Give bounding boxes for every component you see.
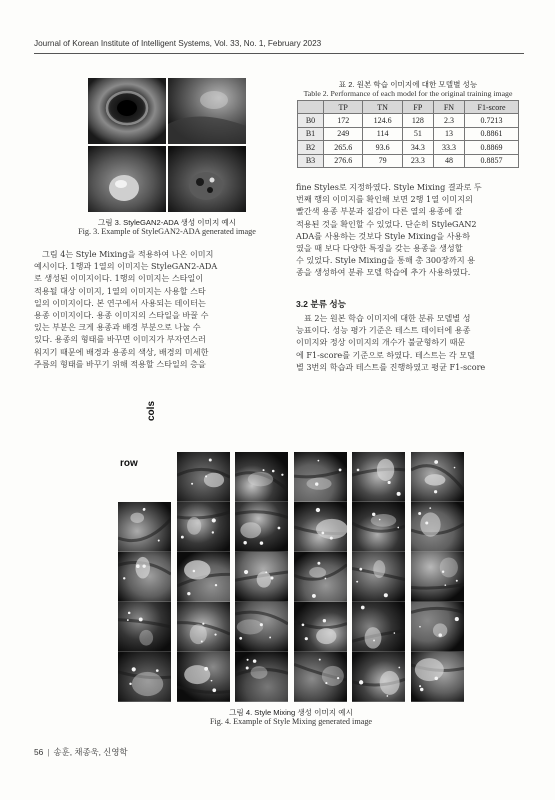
table-cell: 0.8857 <box>465 154 519 167</box>
endoscopy-image <box>294 502 347 552</box>
footer-authors: 송훈, 채종욱, 신영학 <box>53 747 128 757</box>
fig4-image-r4-c4 <box>294 602 347 652</box>
fig4-image-r4-c1 <box>118 602 171 652</box>
text-line: 표 2는 원본 학습 이미지에 대한 분류 모델별 성 <box>304 313 471 323</box>
endoscopy-image <box>352 502 405 552</box>
fig4-image-r3-c6 <box>411 552 464 602</box>
text-line: 빨간색 용종 부분과 질감이 다른 열의 용종에 잘 <box>296 206 463 217</box>
section-title: 3.2 분류 성능 <box>296 299 346 309</box>
endoscopy-image <box>235 452 288 502</box>
text-line: 종을 생성하여 분류 모델 학습에 추가 사용하였다. <box>296 267 471 278</box>
table-cell: 265.6 <box>324 141 363 154</box>
endoscopy-image <box>235 602 288 652</box>
table-cell: 114 <box>363 127 402 140</box>
table-cell: B3 <box>298 154 324 167</box>
fig4-image-r5-c3 <box>235 652 288 702</box>
fig3-image-grid <box>88 78 246 213</box>
endoscopy-image <box>177 552 230 602</box>
endoscopy-image <box>411 602 464 652</box>
fig4-caption-en: Fig. 4. Example of Style Mixing generated image <box>209 717 373 726</box>
table-cell: 0.8861 <box>465 127 519 140</box>
header-rule <box>34 53 524 54</box>
text-line: 수 있었다. Style Mixing을 통해 총 300장까지 용 <box>296 255 476 266</box>
text-line: ADA를 사용하는 것보다 Style Mixing을 사용하 <box>296 230 471 241</box>
table-cell: 128 <box>402 114 433 127</box>
text-line: 용종 이미지이다. 용종 이미지의 스타일을 바꿀 수 <box>34 310 209 321</box>
fig4-image-r5-c6 <box>411 652 464 702</box>
fig4-image-r1-c6 <box>411 452 464 502</box>
fig4-image-r4-c6 <box>411 602 464 652</box>
journal-header: Journal of Korean Institute of Intelligent Systems, Vol. 33, No. 1, February 2023 <box>34 39 322 48</box>
text-line: 번째 행의 이미지를 확인해 보면 2행 1열 이미지의 <box>296 194 473 205</box>
fig4-style-mixing-grid <box>118 452 464 702</box>
table-row <box>298 127 519 140</box>
endoscopy-image <box>118 602 171 652</box>
table-cell: 13 <box>433 127 464 140</box>
table-cell: B0 <box>298 114 324 127</box>
endoscopy-image <box>118 652 171 702</box>
endoscopy-image <box>235 652 288 702</box>
table-cell: 249 <box>324 127 363 140</box>
table-header-cell: FN <box>433 101 464 114</box>
text-line: 적용된 것을 확인할 수 있었다. 단순히 StyleGAN2 <box>296 218 477 229</box>
text-line: 였을 때 보다 다양한 특징을 갖는 용종을 생성할 <box>296 243 463 254</box>
endoscopy-image <box>294 652 347 702</box>
fig4-image-r4-c5 <box>352 602 405 652</box>
fig4-label-row: row <box>120 458 138 469</box>
text-line: 별 3번의 학습과 테스트를 진행하였고 평균 F1-score <box>296 361 486 372</box>
endoscopy-image <box>411 552 464 602</box>
fig4-image-r1-c3 <box>235 452 288 502</box>
table-cell: B1 <box>298 127 324 140</box>
table-cell: 93.6 <box>363 141 402 154</box>
fig4-image-r2-c1 <box>118 502 171 552</box>
endoscopy-image <box>294 452 347 502</box>
fig4-image-r2-c4 <box>294 502 347 552</box>
endoscopy-image <box>177 602 230 652</box>
table-header-cell: FP <box>402 101 433 114</box>
table2-caption-en: Table 2. Performance of each model for the original training image <box>303 89 513 98</box>
table2-caption-ko: 표 2. 원본 학습 이미지에 대한 모델별 성능 <box>338 80 478 89</box>
endoscopy-image <box>177 452 230 502</box>
endoscopy-image <box>411 452 464 502</box>
fig4-image-r2-c3 <box>235 502 288 552</box>
endoscopy-image <box>411 652 464 702</box>
endoscopy-image <box>294 552 347 602</box>
endoscopy-image <box>177 502 230 552</box>
table-row <box>298 154 519 167</box>
fig3-image-4 <box>168 146 246 212</box>
fig3-image-2 <box>168 78 246 144</box>
endoscopy-image <box>235 502 288 552</box>
endoscopy-image <box>352 452 405 502</box>
table-cell: 33.3 <box>433 141 464 154</box>
endoscopy-image <box>352 602 405 652</box>
performance-table <box>297 100 519 168</box>
page-footer <box>34 746 128 758</box>
endoscopy-image <box>294 602 347 652</box>
fig4-image-r2-c5 <box>352 502 405 552</box>
fig4-caption-ko: 그림 4. Style Mixing 생성 이미지 예시 <box>229 708 353 717</box>
table-cell: 23.3 <box>402 154 433 167</box>
table-cell: 276.6 <box>324 154 363 167</box>
fig4-image-r1-c2 <box>177 452 230 502</box>
text-line: 적용될 대상 이미지, 1열의 이미지는 사용할 스타 <box>34 285 206 296</box>
right-column-text-2 <box>296 312 524 373</box>
table-header-row <box>298 101 519 114</box>
table-cell: 0.7213 <box>465 114 519 127</box>
table-cell: 124.6 <box>363 114 402 127</box>
fig3-image-3 <box>88 146 166 212</box>
endoscopy-image <box>352 652 405 702</box>
table-header-cell: TN <box>363 101 402 114</box>
endoscopy-image <box>118 502 171 552</box>
text-line: 이미지와 정상 이미지의 개수가 불균형하기 때문 <box>296 337 466 348</box>
text-line: 워지기 때문에 배경과 용종의 색상, 배경의 미세한 <box>34 346 209 357</box>
fig4-image-r3-c4 <box>294 552 347 602</box>
endoscopy-image <box>352 552 405 602</box>
fig3-image-1 <box>88 78 166 144</box>
table-header-cell: F1-score <box>465 101 519 114</box>
table-cell: 34.3 <box>402 141 433 154</box>
text-line: 그림 4는 Style Mixing을 적용하여 나온 이미지 <box>42 249 214 259</box>
table-cell: 0.8869 <box>465 141 519 154</box>
fig4-image-r1-c4 <box>294 452 347 502</box>
right-column-text-1 <box>296 181 524 279</box>
table-cell: 2.3 <box>433 114 464 127</box>
text-line: 있는 부분은 크게 용종과 배경 부분으로 나눌 수 <box>34 322 201 333</box>
page-number: 56 <box>34 747 44 757</box>
text-line: 에 F1-score를 기준으로 하였다. 테스트는 각 모델 <box>296 349 475 360</box>
table-cell: 79 <box>363 154 402 167</box>
fig4-image-r4-c3 <box>235 602 288 652</box>
table-cell: 48 <box>433 154 464 167</box>
text-line: 있다. 용종의 형태를 바꾸면 이미지가 부자연스러 <box>34 334 206 345</box>
endoscopy-image <box>177 652 230 702</box>
text-line: fine Styles로 지정하였다. Style Mixing 결과로 두 <box>296 182 482 192</box>
table-row <box>298 141 519 154</box>
fig4-image-r3-c5 <box>352 552 405 602</box>
fig4-image-r2-c2 <box>177 502 230 552</box>
table-row <box>298 114 519 127</box>
fig4-image-r3-c1 <box>118 552 171 602</box>
text-line: 능표이다. 성능 평가 기준은 테스트 데이터에 용종 <box>296 325 471 336</box>
endoscopy-image <box>411 502 464 552</box>
endoscopy-image <box>118 552 171 602</box>
fig4-image-r5-c5 <box>352 652 405 702</box>
fig3-caption-en: Fig. 3. Example of StyleGAN2-ADA generated image <box>78 227 256 236</box>
text-line: 예시이다. 1행과 1열의 이미지는 StyleGAN2-ADA <box>34 261 218 272</box>
fig3-caption-ko: 그림 3. StyleGAN2-ADA 생성 이미지 예시 <box>97 218 237 227</box>
left-column-text <box>34 248 274 370</box>
fig4-image-r1-c5 <box>352 452 405 502</box>
text-line: 로 생성된 이미지이다. 1행의 이미지는 스타일이 <box>34 273 204 284</box>
fig4-image-r3-c3 <box>235 552 288 602</box>
text-line: 일의 이미지이다. 본 연구에서 사용되는 데이터는 <box>34 297 206 308</box>
table-cell: 51 <box>402 127 433 140</box>
fig4-image-r3-c2 <box>177 552 230 602</box>
fig4-label-cols: cols <box>146 400 157 421</box>
endoscopy-image <box>235 552 288 602</box>
fig4-image-r5-c4 <box>294 652 347 702</box>
table-cell: B2 <box>298 141 324 154</box>
table-header-cell <box>298 101 324 114</box>
table-header-cell: TP <box>324 101 363 114</box>
fig4-image-r5-c1 <box>118 652 171 702</box>
footer-separator: | <box>47 747 50 757</box>
fig4-image-r4-c2 <box>177 602 230 652</box>
fig4-image-r5-c2 <box>177 652 230 702</box>
text-line: 주름의 형태를 바꾸기 위해 적용할 스타일의 층을 <box>34 358 206 369</box>
table-cell: 172 <box>324 114 363 127</box>
fig4-image-r2-c6 <box>411 502 464 552</box>
